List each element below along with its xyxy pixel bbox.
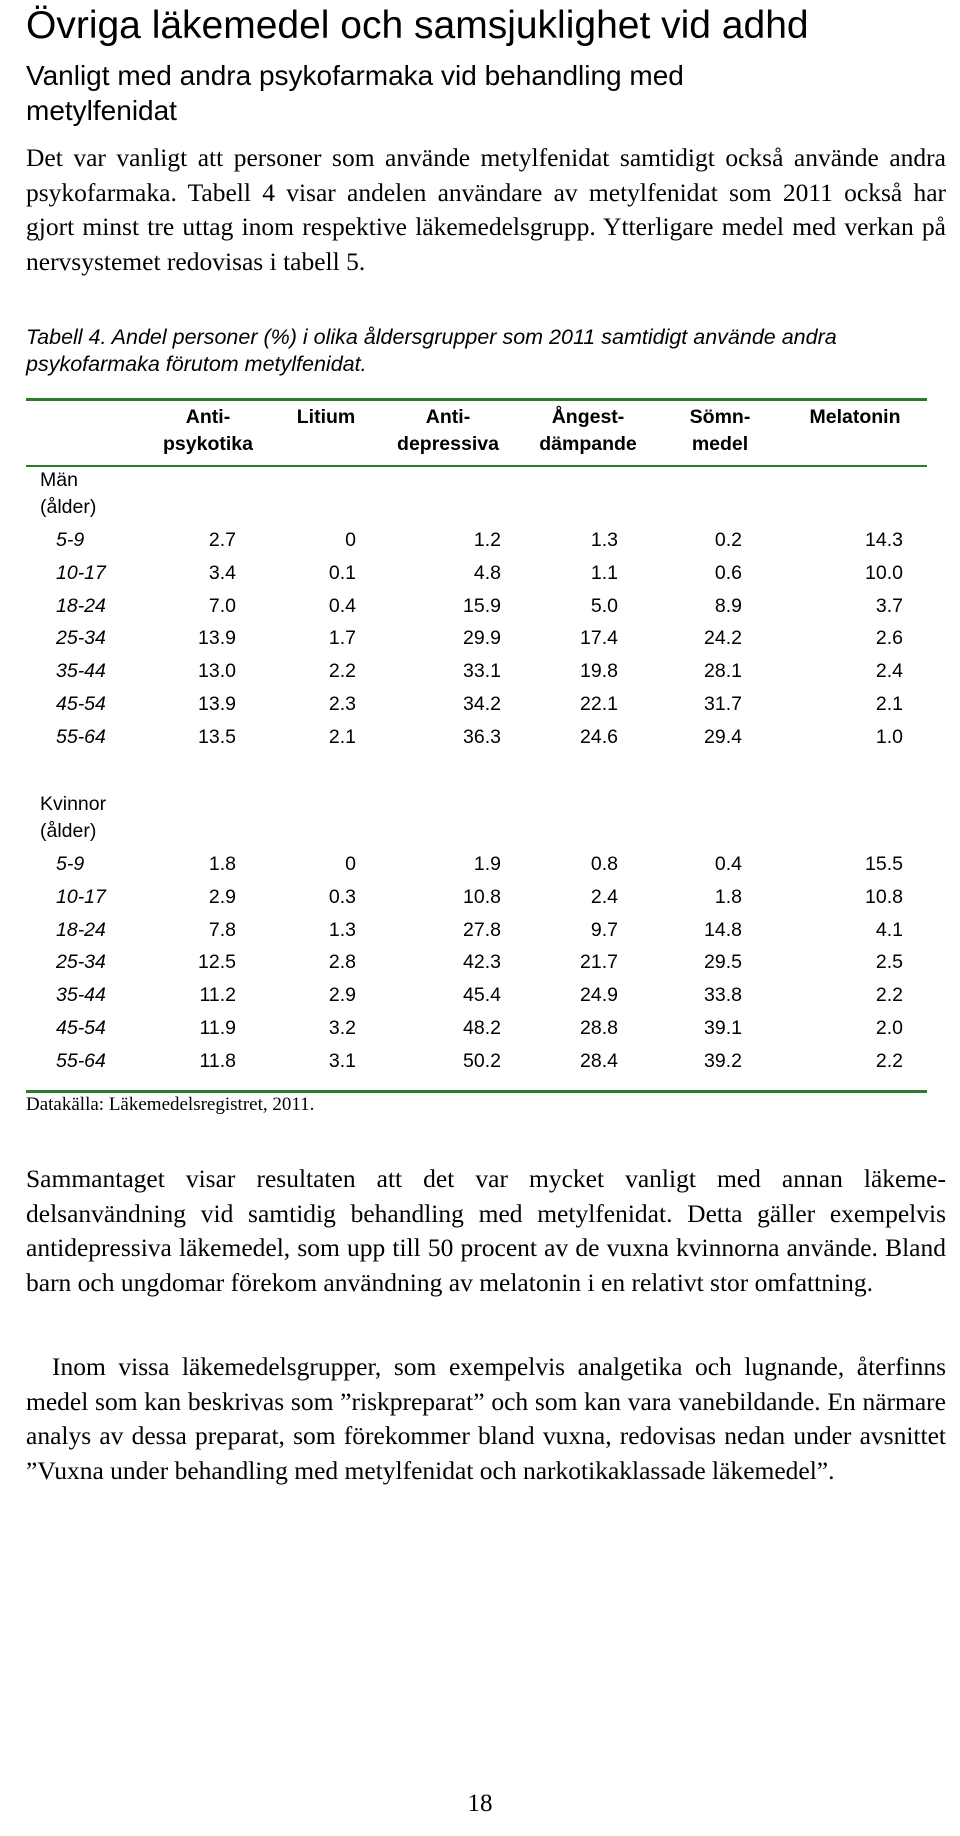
value-cell: 0.1 — [328, 561, 356, 584]
value-cell: 39.1 — [704, 1017, 742, 1039]
value-cell: 1.8 — [208, 853, 236, 875]
table-row — [26, 946, 926, 979]
table-row — [26, 524, 926, 557]
value-cell: 2.1 — [328, 725, 356, 748]
value-cell: 21.7 — [580, 951, 618, 974]
table-source-note: Datakälla: Läkemedelsregistret, 2011. — [26, 1094, 315, 1115]
value-cell: 1.3 — [328, 918, 356, 941]
value-cell: 14.8 — [704, 918, 742, 941]
value-cell: 8.9 — [714, 594, 742, 617]
value-cell: 1.7 — [328, 627, 356, 650]
column-header-line: Anti- — [185, 406, 231, 428]
value-cell: 19.8 — [580, 660, 618, 683]
page-number: 18 — [467, 1790, 493, 1817]
value-cell: 0 — [345, 853, 356, 875]
value-cell: 2.9 — [328, 984, 356, 1007]
value-cell: 29.4 — [704, 725, 742, 748]
table-row — [26, 1012, 926, 1045]
age-group-cell: 55-64 — [56, 725, 106, 748]
value-cell: 36.3 — [463, 725, 501, 748]
value-cell: 0 — [345, 529, 356, 551]
column-header-line: psykotika — [163, 433, 253, 455]
value-cell: 7.0 — [208, 594, 236, 617]
table-row — [26, 655, 926, 688]
value-cell: 2.0 — [875, 1017, 903, 1039]
value-cell: 1.9 — [473, 853, 501, 875]
value-cell: 2.6 — [875, 627, 903, 650]
value-cell: 13.0 — [198, 660, 236, 683]
value-cell: 1.3 — [590, 529, 618, 551]
value-cell: 13.9 — [198, 693, 236, 715]
table-row — [26, 848, 926, 881]
column-header-line: Litium — [296, 406, 356, 428]
value-cell: 45.4 — [463, 984, 501, 1007]
value-cell: 11.8 — [199, 1049, 236, 1072]
value-cell: 50.2 — [463, 1049, 501, 1072]
risk-paragraph: Inom vissa läkemedelsgrupper, som exempelvis analgetika och lugnande, återfinns medel som kan beskrivas som ”riskpreparat” och som kan vara vanebildande. En närmare analys av dessa preparat, som förekommer bland vuxna, redovisas nedan under avsnittet ”Vuxna under behandling med metylfenidat och narkotikaklassade läkemedel”. — [26, 1352, 946, 1485]
value-cell: 13.5 — [198, 725, 236, 748]
page-heading: Övriga läkemedel och samsjuklighet vid adhd — [26, 4, 809, 47]
column-header-somnmedel — [650, 404, 790, 458]
group-label-women — [40, 791, 106, 845]
value-cell: 0.6 — [714, 561, 742, 584]
value-cell: 9.7 — [590, 918, 618, 941]
value-cell: 34.2 — [463, 693, 501, 715]
value-cell: 11.2 — [199, 984, 236, 1007]
value-cell: 2.5 — [875, 951, 903, 974]
value-cell: 15.5 — [865, 853, 903, 875]
value-cell: 1.0 — [875, 725, 903, 748]
value-cell: 0.4 — [328, 594, 356, 617]
value-cell: 10.8 — [463, 885, 501, 908]
value-cell: 11.9 — [199, 1017, 236, 1039]
value-cell: 10.0 — [865, 561, 903, 584]
group-label-line: Män — [40, 469, 78, 491]
value-cell: 0.2 — [714, 529, 742, 551]
table-row — [26, 721, 926, 754]
value-cell: 0.4 — [714, 853, 742, 875]
column-header-antidepressiva — [368, 404, 528, 458]
column-header-line: dämpande — [539, 433, 637, 455]
age-group-cell: 55-64 — [56, 1049, 106, 1072]
value-cell: 2.4 — [875, 660, 903, 683]
value-cell: 48.2 — [463, 1017, 501, 1039]
value-cell: 17.4 — [580, 627, 618, 650]
table-row — [26, 979, 926, 1012]
column-header-line: Ångest- — [551, 406, 625, 428]
age-group-cell: 10-17 — [56, 885, 106, 908]
value-cell: 4.1 — [875, 918, 903, 941]
value-cell: 3.2 — [328, 1017, 356, 1039]
age-group-cell: 5-9 — [56, 529, 85, 551]
value-cell: 22.1 — [580, 693, 618, 715]
intro-paragraph: Det var vanligt att personer som använde metylfenidat samtidigt också använde andra psykofarmaka. Tabell 4 visar andelen användare av metylfenidat som 2011 också har gjort minst tre uttag inom respektive läkemedelsgrupp. Ytterligare medel med verkan på nervsystemet redovisas i tabell 5. — [26, 143, 946, 276]
column-header-line: medel — [691, 433, 749, 455]
group-label-line: (ålder) — [40, 496, 97, 518]
value-cell: 39.2 — [704, 1049, 742, 1072]
table-row — [26, 557, 926, 590]
table-row — [26, 914, 926, 947]
table-row — [26, 688, 926, 721]
age-group-cell: 25-34 — [56, 951, 106, 974]
value-cell: 7.8 — [208, 918, 236, 941]
value-cell: 1.2 — [473, 529, 501, 551]
column-header-line: Anti- — [425, 406, 471, 428]
value-cell: 2.4 — [590, 885, 618, 908]
value-cell: 3.1 — [328, 1049, 356, 1072]
value-cell: 33.8 — [704, 984, 742, 1007]
value-cell: 14.3 — [865, 529, 903, 551]
value-cell: 2.2 — [875, 1049, 903, 1072]
value-cell: 24.2 — [704, 627, 742, 650]
value-cell: 29.5 — [704, 951, 742, 974]
column-header-angestdampande — [508, 404, 668, 458]
age-group-cell: 18-24 — [56, 594, 106, 617]
value-cell: 5.0 — [590, 594, 618, 617]
value-cell: 10.8 — [865, 885, 903, 908]
table-header-rule — [26, 465, 927, 467]
group-label-line: (ålder) — [40, 820, 97, 842]
value-cell: 2.7 — [208, 529, 236, 551]
value-cell: 24.9 — [580, 984, 618, 1007]
age-group-cell: 18-24 — [56, 918, 106, 941]
column-header-melatonin — [775, 404, 935, 431]
table-caption: Tabell 4. Andel personer (%) i olika åldersgrupper som 2011 samtidigt använde andra psykofarmaka förutom metylfenidat. — [26, 325, 837, 376]
group-label-men — [40, 467, 96, 521]
age-group-cell: 35-44 — [56, 660, 106, 683]
value-cell: 27.8 — [463, 918, 501, 941]
value-cell: 2.8 — [328, 951, 356, 974]
value-cell: 2.2 — [328, 660, 356, 683]
summary-paragraph: Sammantaget visar resultaten att det var mycket vanligt med annan läkemedelsanvändning vid samtidig behandling med metylfenidat. Detta gäller exempelvis antidepressiva läkemedel, som upp till 50 procent av de vuxna kvinnorna använde. Bland barn och ungdomar förekom användning av melatonin i en relativt stor omfattning. — [26, 1164, 946, 1297]
value-cell: 3.7 — [875, 594, 903, 617]
table-row — [26, 1045, 926, 1078]
column-header-line: depressiva — [397, 433, 499, 455]
table-row — [26, 622, 926, 655]
table-row — [26, 590, 926, 623]
value-cell: 28.4 — [580, 1049, 618, 1072]
column-header-line: Sömn- — [689, 406, 751, 428]
value-cell: 15.9 — [463, 594, 501, 617]
age-group-cell: 45-54 — [56, 1017, 106, 1039]
age-group-cell: 5-9 — [56, 853, 85, 875]
age-group-cell: 10-17 — [56, 561, 106, 584]
age-group-cell: 25-34 — [56, 627, 106, 650]
value-cell: 28.1 — [704, 660, 742, 683]
value-cell: 4.8 — [473, 561, 501, 584]
value-cell: 31.7 — [704, 693, 742, 715]
value-cell: 2.2 — [875, 984, 903, 1007]
value-cell: 2.9 — [208, 885, 236, 908]
table-row — [26, 881, 926, 914]
table-top-rule — [26, 398, 927, 401]
section-subheading: Vanligt med andra psykofarmaka vid behandling med metylfenidat — [26, 60, 684, 126]
value-cell: 1.8 — [714, 885, 742, 908]
column-header-line: Melatonin — [809, 406, 901, 428]
value-cell: 42.3 — [463, 951, 501, 974]
group-label-line: Kvinnor — [40, 793, 107, 815]
value-cell: 13.9 — [198, 627, 236, 650]
age-group-cell: 45-54 — [56, 693, 106, 715]
value-cell: 2.3 — [328, 693, 356, 715]
value-cell: 0.8 — [590, 853, 618, 875]
value-cell: 28.8 — [580, 1017, 618, 1039]
age-group-cell: 35-44 — [56, 984, 106, 1007]
value-cell: 33.1 — [463, 660, 501, 683]
value-cell: 12.5 — [198, 951, 236, 974]
column-header-antipsykotika — [128, 404, 288, 458]
value-cell: 29.9 — [463, 627, 501, 650]
value-cell: 2.1 — [875, 693, 903, 715]
value-cell: 24.6 — [580, 725, 618, 748]
value-cell: 3.4 — [208, 561, 236, 584]
value-cell: 0.3 — [328, 885, 356, 908]
value-cell: 1.1 — [590, 561, 618, 584]
